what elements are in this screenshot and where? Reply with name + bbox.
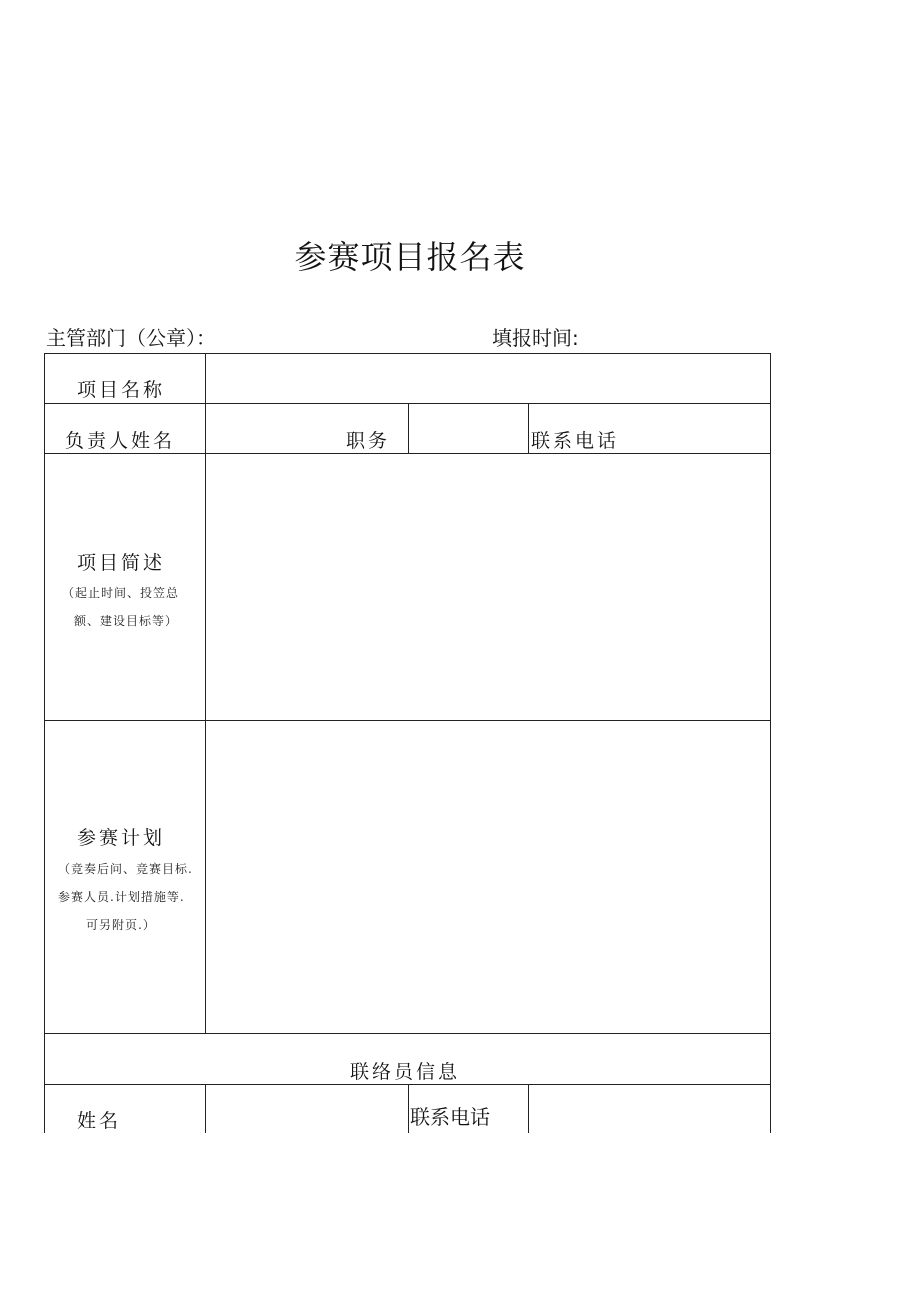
row-divider (44, 1033, 771, 1034)
leader-name-value-cell[interactable] (206, 404, 346, 453)
competition-plan-hint: 可另附页.） (86, 918, 156, 932)
project-name-value-cell[interactable] (206, 354, 770, 403)
table-border-left (44, 353, 45, 1133)
column-divider (408, 1084, 409, 1133)
column-divider (528, 403, 529, 453)
project-summary-hint: （起止时间、投笠总 (62, 586, 180, 600)
registration-form-table (44, 353, 771, 1133)
department-label: 主管部门（公章）： (46, 326, 216, 350)
form-title: 参赛项目报名表 (294, 238, 526, 276)
project-summary-value-cell[interactable] (206, 454, 770, 720)
leader-name-label: 负责人姓名 (65, 430, 176, 452)
phone-label: 联系电话 (531, 430, 620, 452)
competition-plan-value-cell[interactable] (206, 721, 770, 1033)
liaison-name-label: 姓名 (77, 1110, 122, 1132)
position-value-cell[interactable] (409, 404, 528, 453)
fill-date-label: 填报时间: (492, 326, 579, 350)
competition-plan-label: 参赛计划 (77, 827, 166, 849)
competition-plan-hint: 参赛人员.计划措施等. (58, 890, 185, 904)
project-summary-hint: 额、建设目标等） (74, 614, 179, 628)
project-summary-label: 项目简述 (77, 552, 166, 574)
liaison-name-value-cell[interactable] (206, 1085, 408, 1133)
liaison-section-title: 联络员信息 (350, 1061, 461, 1083)
project-name-label: 项目名称 (77, 379, 166, 401)
phone-value-cell[interactable] (629, 404, 770, 453)
position-label: 职务 (346, 430, 391, 452)
liaison-phone-value-cell[interactable] (529, 1085, 770, 1133)
competition-plan-hint: （竞奏后问、竞赛目标. (58, 862, 193, 876)
liaison-phone-label: 联系电话 (410, 1105, 490, 1129)
table-border-right (770, 353, 771, 1133)
